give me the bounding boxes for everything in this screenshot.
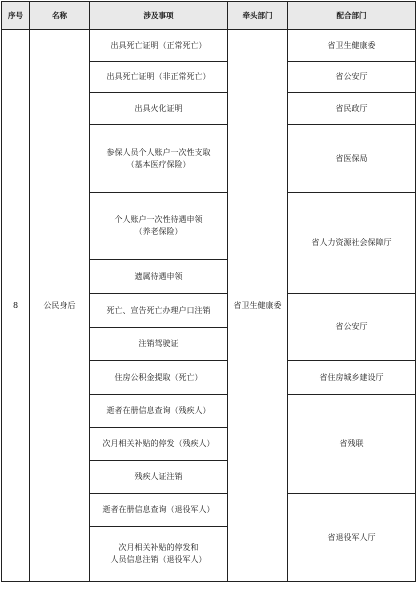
header-row [2,2,416,30]
matter-cell: 出具死亡证明（正常死亡） [90,30,228,62]
table-row [2,30,416,62]
header-coop-dept: 配合部门 [288,2,416,30]
coop-dept-cell: 省医保局 [288,125,416,193]
coop-dept-cell: 省住房城乡建设厅 [288,361,416,395]
coop-dept-cell: 省民政厅 [288,93,416,125]
matter-cell: 个人账户一次性待遇申领 （养老保险） [90,193,228,260]
matter-cell: 遗属待遇申领 [90,260,228,294]
coop-dept-cell: 省公安厅 [288,294,416,361]
matter-cell: 出具火化证明 [90,93,228,125]
header-name: 名称 [30,2,90,30]
matter-cell: 注销驾驶证 [90,328,228,361]
matter-cell: 逝者在册信息查询（退役军人） [90,494,228,527]
matter-cell: 死亡、宣告死亡办理户口注销 [90,294,228,328]
matter-cell: 参保人员个人账户一次性支取 （基本医疗保险） [90,125,228,193]
matter-cell: 出具死亡证明（非正常死亡） [90,62,228,93]
coop-dept-cell: 省人力资源社会保障厅 [288,193,416,294]
header-seq: 序号 [2,2,30,30]
matter-cell: 住房公积金提取（死亡） [90,361,228,395]
seq-cell: 8 [2,30,30,582]
matter-cell: 次月相关补贴的停发和 人员信息注销（退役军人） [90,527,228,582]
coop-dept-cell: 省退役军人厅 [288,494,416,582]
coop-dept-cell: 省残联 [288,395,416,494]
matter-cell: 逝者在册信息查询（残疾人） [90,395,228,428]
header-matters: 涉及事项 [90,2,228,30]
coop-dept-cell: 省卫生健康委 [288,30,416,62]
matter-cell: 残疾人证注销 [90,461,228,494]
name-cell: 公民身后 [30,30,90,582]
coop-dept-cell: 省公安厅 [288,62,416,93]
affairs-table [1,1,416,582]
lead-dept-cell: 省卫生健康委 [228,30,288,582]
matter-cell: 次月相关补贴的停发（残疾人） [90,428,228,461]
header-lead-dept: 牵头部门 [228,2,288,30]
